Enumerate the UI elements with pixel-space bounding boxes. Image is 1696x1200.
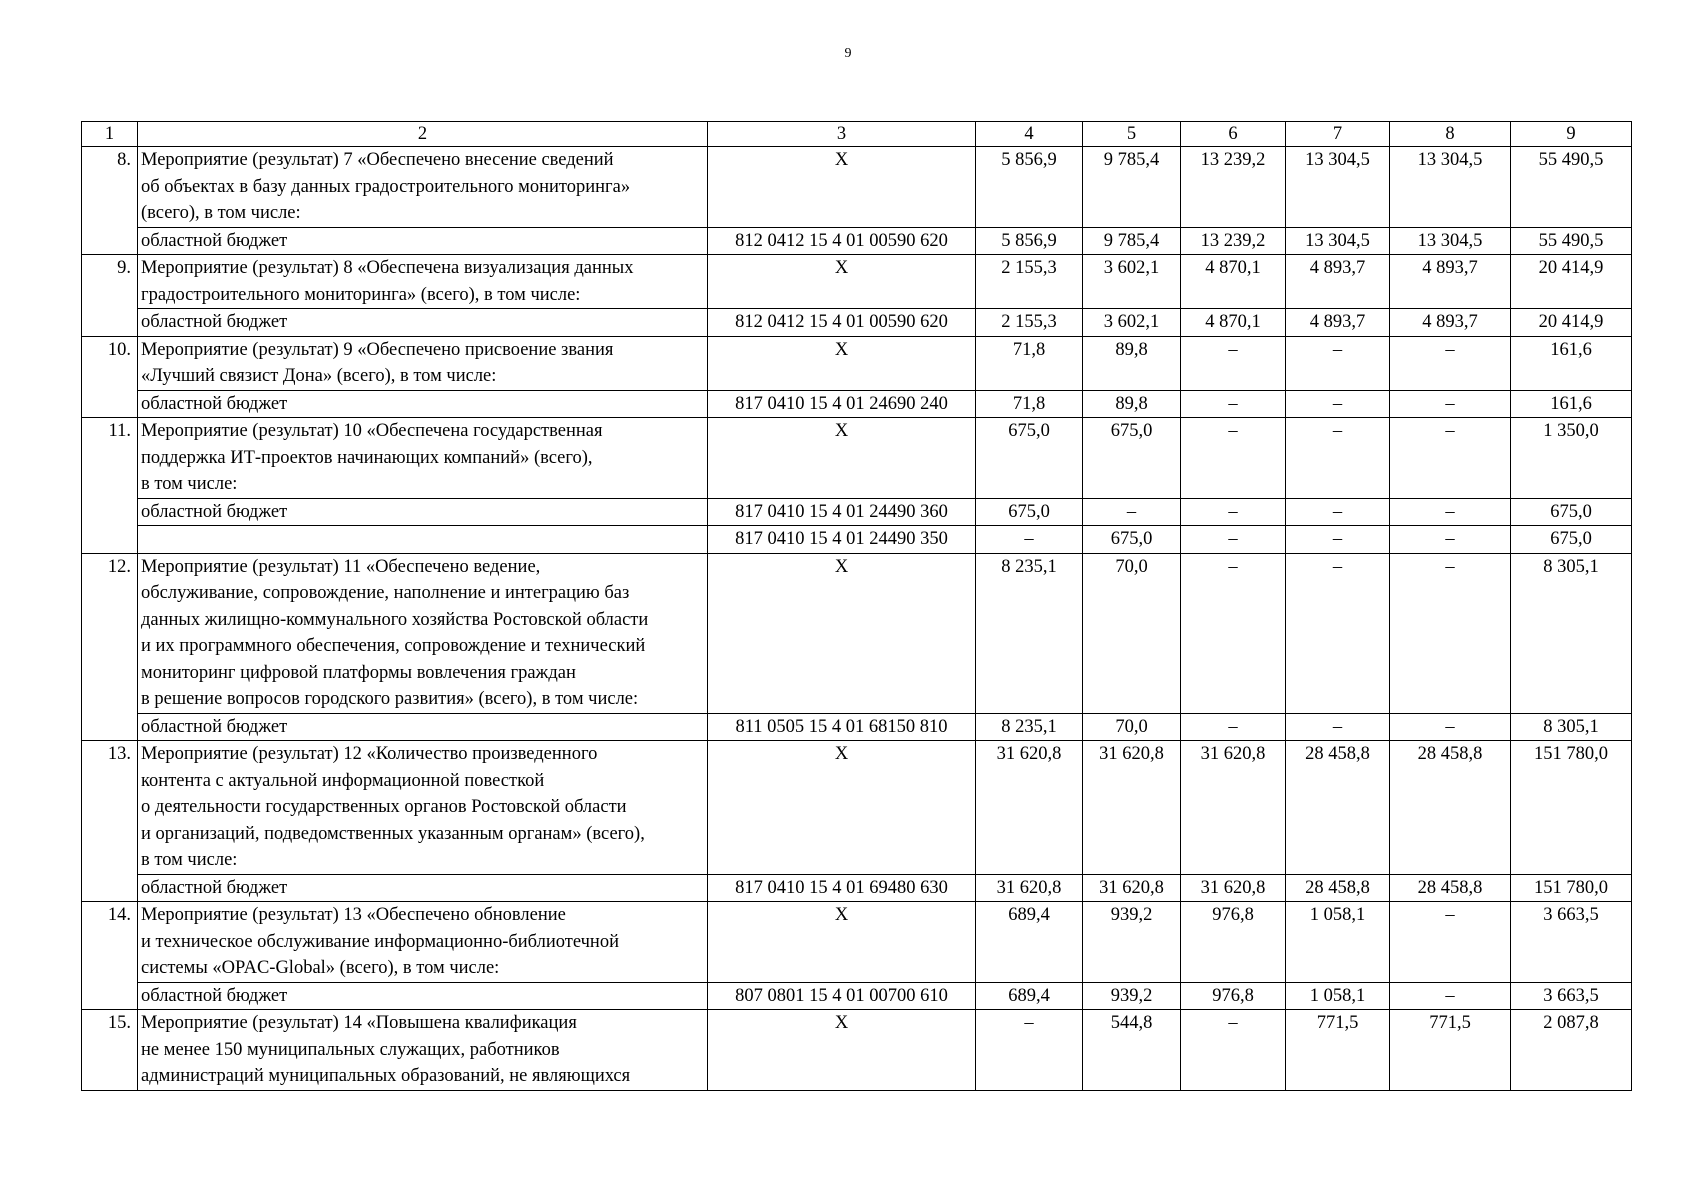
value-cell: – xyxy=(1286,713,1390,741)
value-cell: 3 663,5 xyxy=(1511,982,1632,1010)
value-cell: 675,0 xyxy=(976,418,1083,499)
table-row xyxy=(82,498,1632,526)
value-cell: – xyxy=(1181,553,1286,713)
row-number: 9. xyxy=(82,255,138,337)
value-cell: 771,5 xyxy=(1390,1010,1511,1091)
header-row xyxy=(82,122,1632,147)
budget-code: Х xyxy=(708,1010,976,1091)
value-cell: 9 785,4 xyxy=(1083,147,1181,228)
value-cell: 55 490,5 xyxy=(1511,147,1632,228)
budget-code: Х xyxy=(708,255,976,309)
value-cell: 13 304,5 xyxy=(1286,147,1390,228)
header-cell: 6 xyxy=(1181,122,1286,147)
value-cell: 13 304,5 xyxy=(1390,227,1511,255)
value-cell: – xyxy=(1181,418,1286,499)
header-cell: 4 xyxy=(976,122,1083,147)
table-row xyxy=(82,902,1632,983)
value-cell: 31 620,8 xyxy=(1181,741,1286,875)
row-description: областной бюджет xyxy=(138,498,708,526)
value-cell: – xyxy=(1083,498,1181,526)
value-cell: – xyxy=(1286,390,1390,418)
value-cell: – xyxy=(1286,553,1390,713)
value-cell: 71,8 xyxy=(976,390,1083,418)
value-cell: – xyxy=(1181,1010,1286,1091)
value-cell: 28 458,8 xyxy=(1286,874,1390,902)
row-description: областной бюджет xyxy=(138,309,708,337)
table-row xyxy=(82,526,1632,554)
table-row xyxy=(82,741,1632,875)
value-cell: 976,8 xyxy=(1181,982,1286,1010)
value-cell: 28 458,8 xyxy=(1390,874,1511,902)
value-cell: – xyxy=(1181,498,1286,526)
value-cell: 675,0 xyxy=(1083,418,1181,499)
row-description: областной бюджет xyxy=(138,390,708,418)
value-cell: – xyxy=(1390,418,1511,499)
value-cell: 161,6 xyxy=(1511,336,1632,390)
value-cell: 70,0 xyxy=(1083,713,1181,741)
value-cell: 2 155,3 xyxy=(976,255,1083,309)
value-cell: 31 620,8 xyxy=(976,741,1083,875)
budget-table xyxy=(81,121,1632,1091)
value-cell: – xyxy=(1181,390,1286,418)
value-cell: 1 058,1 xyxy=(1286,982,1390,1010)
budget-code: 807 0801 15 4 01 00700 610 xyxy=(708,982,976,1010)
header-cell: 3 xyxy=(708,122,976,147)
value-cell: 2 155,3 xyxy=(976,309,1083,337)
header-cell: 5 xyxy=(1083,122,1181,147)
value-cell: – xyxy=(1390,498,1511,526)
value-cell: 976,8 xyxy=(1181,902,1286,983)
row-description: областной бюджет xyxy=(138,227,708,255)
value-cell: 3 663,5 xyxy=(1511,902,1632,983)
value-cell: – xyxy=(1286,498,1390,526)
value-cell: – xyxy=(1181,336,1286,390)
budget-code: 817 0410 15 4 01 69480 630 xyxy=(708,874,976,902)
value-cell: 28 458,8 xyxy=(1390,741,1511,875)
row-description: Мероприятие (результат) 13 «Обеспечено обновление и техническое обслуживание информационно-библиотечной системы «OPAC-Global» (всего), в том числе: xyxy=(138,902,708,983)
table-row xyxy=(82,255,1632,309)
budget-code: Х xyxy=(708,553,976,713)
value-cell: – xyxy=(1181,713,1286,741)
row-description: Мероприятие (результат) 11 «Обеспечено ведение, обслуживание, сопровождение, наполнение и интеграцию баз данных жилищно-коммунального хозяйства Ростовской области и их программного обеспечения, сопровождение и технический мониторинг цифровой платформы вовлечения граждан в решение вопросов городского развития» (всего), в том числе: xyxy=(138,553,708,713)
row-description: Мероприятие (результат) 10 «Обеспечена государственная поддержка ИТ-проектов начинающих компаний» (всего), в том числе: xyxy=(138,418,708,499)
value-cell: 70,0 xyxy=(1083,553,1181,713)
table-row xyxy=(82,874,1632,902)
header-cell: 7 xyxy=(1286,122,1390,147)
budget-code: 812 0412 15 4 01 00590 620 xyxy=(708,227,976,255)
row-description: Мероприятие (результат) 7 «Обеспечено внесение сведений об объектах в базу данных градостроительного мониторинга» (всего), в том числе: xyxy=(138,147,708,228)
value-cell: – xyxy=(1286,336,1390,390)
row-description xyxy=(138,526,708,554)
value-cell: – xyxy=(1181,526,1286,554)
value-cell: 2 087,8 xyxy=(1511,1010,1632,1091)
row-number: 12. xyxy=(82,553,138,741)
table-row xyxy=(82,336,1632,390)
budget-code: 812 0412 15 4 01 00590 620 xyxy=(708,309,976,337)
value-cell: 31 620,8 xyxy=(1083,874,1181,902)
row-description: Мероприятие (результат) 8 «Обеспечена визуализация данных градостроительного мониторинга» (всего), в том числе: xyxy=(138,255,708,309)
table-row xyxy=(82,309,1632,337)
value-cell: 675,0 xyxy=(1511,526,1632,554)
value-cell: 55 490,5 xyxy=(1511,227,1632,255)
value-cell: 939,2 xyxy=(1083,982,1181,1010)
row-number: 10. xyxy=(82,336,138,418)
value-cell: – xyxy=(1286,526,1390,554)
value-cell: – xyxy=(1286,418,1390,499)
header-cell: 2 xyxy=(138,122,708,147)
value-cell: 161,6 xyxy=(1511,390,1632,418)
budget-code: 811 0505 15 4 01 68150 810 xyxy=(708,713,976,741)
table-row xyxy=(82,713,1632,741)
value-cell: 9 785,4 xyxy=(1083,227,1181,255)
value-cell: 4 893,7 xyxy=(1286,309,1390,337)
value-cell: 13 304,5 xyxy=(1390,147,1511,228)
row-description: областной бюджет xyxy=(138,982,708,1010)
row-description: Мероприятие (результат) 14 «Повышена квалификация не менее 150 муниципальных служащих, работников администраций муниципальных образований, не являющихся xyxy=(138,1010,708,1091)
value-cell: 8 235,1 xyxy=(976,553,1083,713)
budget-code: Х xyxy=(708,418,976,499)
budget-code: 817 0410 15 4 01 24690 240 xyxy=(708,390,976,418)
value-cell: 151 780,0 xyxy=(1511,874,1632,902)
value-cell: 89,8 xyxy=(1083,336,1181,390)
value-cell: 8 235,1 xyxy=(976,713,1083,741)
row-description: областной бюджет xyxy=(138,713,708,741)
value-cell: 8 305,1 xyxy=(1511,713,1632,741)
value-cell: 4 870,1 xyxy=(1181,309,1286,337)
row-number: 14. xyxy=(82,902,138,1010)
row-description: Мероприятие (результат) 12 «Количество произведенного контента с актуальной информационной повесткой о деятельности государственных органов Ростовской области и организаций, подведомственных указанным органам» (всего), в том числе: xyxy=(138,741,708,875)
value-cell: – xyxy=(1390,336,1511,390)
value-cell: 5 856,9 xyxy=(976,227,1083,255)
header-cell: 8 xyxy=(1390,122,1511,147)
row-number: 11. xyxy=(82,418,138,554)
value-cell: 939,2 xyxy=(1083,902,1181,983)
header-cell: 9 xyxy=(1511,122,1632,147)
row-description: Мероприятие (результат) 9 «Обеспечено присвоение звания «Лучший связист Дона» (всего), в том числе: xyxy=(138,336,708,390)
table-row xyxy=(82,982,1632,1010)
value-cell: – xyxy=(976,1010,1083,1091)
table-row xyxy=(82,553,1632,713)
value-cell: 89,8 xyxy=(1083,390,1181,418)
value-cell: – xyxy=(976,526,1083,554)
value-cell: 544,8 xyxy=(1083,1010,1181,1091)
value-cell: 3 602,1 xyxy=(1083,255,1181,309)
page-number: 9 xyxy=(844,46,852,61)
value-cell: 771,5 xyxy=(1286,1010,1390,1091)
value-cell: 4 893,7 xyxy=(1390,309,1511,337)
table-row xyxy=(82,1010,1632,1091)
value-cell: 5 856,9 xyxy=(976,147,1083,228)
budget-code: 817 0410 15 4 01 24490 360 xyxy=(708,498,976,526)
value-cell: 689,4 xyxy=(976,982,1083,1010)
value-cell: 28 458,8 xyxy=(1286,741,1390,875)
value-cell: 13 239,2 xyxy=(1181,147,1286,228)
value-cell: 20 414,9 xyxy=(1511,309,1632,337)
budget-code: Х xyxy=(708,902,976,983)
table-row xyxy=(82,418,1632,499)
row-number: 8. xyxy=(82,147,138,255)
value-cell: – xyxy=(1390,902,1511,983)
value-cell: 13 304,5 xyxy=(1286,227,1390,255)
value-cell: 71,8 xyxy=(976,336,1083,390)
value-cell: 675,0 xyxy=(1511,498,1632,526)
budget-code: Х xyxy=(708,741,976,875)
value-cell: 31 620,8 xyxy=(976,874,1083,902)
value-cell: 675,0 xyxy=(976,498,1083,526)
value-cell: – xyxy=(1390,982,1511,1010)
value-cell: – xyxy=(1390,553,1511,713)
budget-code: Х xyxy=(708,147,976,228)
value-cell: 4 893,7 xyxy=(1390,255,1511,309)
value-cell: 20 414,9 xyxy=(1511,255,1632,309)
value-cell: 689,4 xyxy=(976,902,1083,983)
budget-code: Х xyxy=(708,336,976,390)
row-number: 15. xyxy=(82,1010,138,1091)
value-cell: 8 305,1 xyxy=(1511,553,1632,713)
value-cell: 4 870,1 xyxy=(1181,255,1286,309)
table-row xyxy=(82,147,1632,228)
value-cell: 13 239,2 xyxy=(1181,227,1286,255)
value-cell: 675,0 xyxy=(1083,526,1181,554)
table-row xyxy=(82,390,1632,418)
header-cell: 1 xyxy=(82,122,138,147)
row-number: 13. xyxy=(82,741,138,902)
budget-code: 817 0410 15 4 01 24490 350 xyxy=(708,526,976,554)
value-cell: 4 893,7 xyxy=(1286,255,1390,309)
table-row xyxy=(82,227,1632,255)
value-cell: – xyxy=(1390,526,1511,554)
value-cell: – xyxy=(1390,713,1511,741)
value-cell: 151 780,0 xyxy=(1511,741,1632,875)
value-cell: – xyxy=(1390,390,1511,418)
value-cell: 1 350,0 xyxy=(1511,418,1632,499)
value-cell: 3 602,1 xyxy=(1083,309,1181,337)
row-description: областной бюджет xyxy=(138,874,708,902)
value-cell: 31 620,8 xyxy=(1083,741,1181,875)
value-cell: 1 058,1 xyxy=(1286,902,1390,983)
value-cell: 31 620,8 xyxy=(1181,874,1286,902)
